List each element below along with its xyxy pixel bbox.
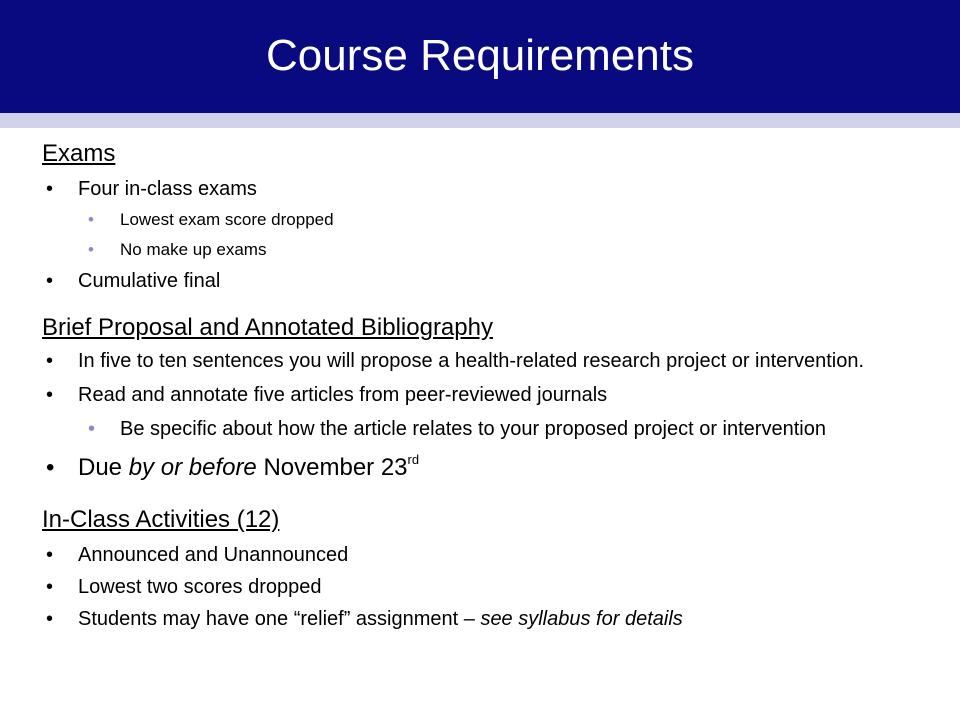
activities-list (42, 544, 922, 630)
bullet-icon: • (46, 576, 54, 598)
bullet-icon: • (46, 178, 54, 200)
proposal-list (42, 350, 922, 482)
bullet-icon: • (46, 608, 54, 630)
sub-list-item (42, 418, 922, 440)
bullet-icon: • (88, 240, 94, 259)
sub-list-item (42, 210, 922, 230)
proposal-heading: Brief Proposal and Annotated Bibliography (42, 314, 493, 341)
list-item (42, 608, 922, 630)
list-item (42, 270, 922, 292)
list-item-text: Read and annotate five articles from peer-reviewed journals (78, 384, 608, 406)
list-item-text: Lowest two scores dropped (78, 576, 322, 598)
list-item (42, 576, 922, 598)
sub-list-item-text: No make up exams (120, 240, 267, 259)
slide-title: Course Requirements (266, 31, 694, 80)
due-emphasis: by or before (128, 454, 257, 481)
list-item (42, 544, 922, 566)
due-date: November 23 (256, 454, 408, 481)
list-item-text: Announced and Unannounced (78, 544, 349, 566)
bullet-icon: • (46, 384, 54, 406)
list-item (42, 178, 922, 200)
list-item-text: Students may have one “relief” assignment – (78, 608, 481, 630)
list-item-text: Four in-class exams (78, 178, 257, 200)
bullet-icon: • (46, 544, 54, 566)
list-item-text: Cumulative final (78, 270, 221, 292)
sub-list-item (42, 240, 922, 260)
activities-heading: In-Class Activities (12) (42, 506, 280, 533)
bullet-icon: • (46, 350, 54, 372)
due-date-item (42, 454, 922, 482)
bullet-icon: • (88, 210, 94, 229)
list-item-emphasis: see syllabus for details (480, 608, 683, 630)
exams-heading: Exams (42, 140, 116, 167)
bullet-icon: • (88, 418, 96, 440)
due-prefix: Due (78, 454, 129, 481)
due-ordinal-suffix: rd (407, 452, 420, 467)
sub-list-item-text: Lowest exam score dropped (120, 210, 334, 229)
list-item (42, 350, 922, 372)
bullet-icon: • (46, 270, 54, 292)
sub-list-item-text: Be specific about how the article relates to your proposed project or intervention (120, 418, 826, 440)
bullet-icon: • (46, 454, 55, 481)
list-item (42, 384, 922, 406)
list-item-text: In five to ten sentences you will propose a health-related research project or intervention. (78, 350, 864, 372)
title-stripe (0, 113, 960, 128)
exams-list (42, 178, 922, 292)
slide-content (42, 140, 922, 630)
